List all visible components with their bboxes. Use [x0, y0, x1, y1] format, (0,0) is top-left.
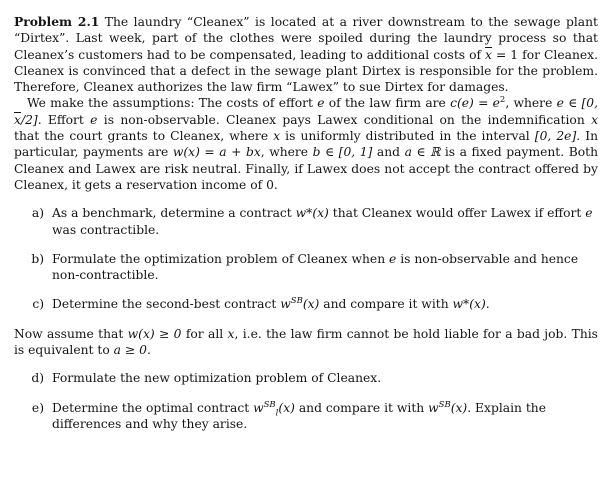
assumptions-paragraph: We make the assumptions: The costs of effort e of the law firm are $c(e) = e^2$, where e ∈ [0, $\overline{x}/2$]. Effort e is non-observable. Cleanex pays Lawex conditional on the indemnification x that the court grants to Cleanex, where x is uniformly distributed in the interval [0, 2e]. In particular, payments are w(x) = a + bx, where b ∈ [0, 1] and a ∈ ℝ is a fixed payment. Both Cleanex and Lawex are risk neutral. Finally, if Lawex does not accept the contract offered by Cleanex, it gets a reservation income of 0. — [14, 95, 598, 192]
question-d: d) Formulate the new optimization problem of Cleanex. — [31, 371, 382, 386]
problem-heading: Problem 2.1 — [14, 14, 100, 29]
question-list-1 — [14, 205, 598, 312]
problem-intro: Problem 2.1 The laundry “Cleanex” is located at a river downstream to the sewage plant “Dirtex”. Last week, part of the clothes were spoiled during the laundry process so that Cleanex’s customers had to be compensated, leading to additional costs of $\overline{x} = 1$ for Cleanex. Cleanex is convinced that a defect in the sewage plant Dirtex is responsible for the problem. Therefore, Cleanex authorizes the law firm “Lawex” to sue Dirtex for damages. — [14, 14, 598, 95]
question-c: c) Determine the second-best contract $w^{SB}(x)$ and compare it with w*(x). — [32, 296, 490, 312]
liability-paragraph: Now assume that w(x) ≥ 0 for all x, i.e. the law firm cannot be hold liable for a bad job. This is equivalent to a ≥ 0. — [14, 326, 598, 358]
question-e: e) Determine the optimal contract $w^{SB}_l(x)$ and compare it with $w^{SB}(x)$. Explain the differences and why they arise. — [31, 399, 546, 431]
xbar: $\overline{x}$ — [485, 47, 492, 62]
question-list-2 — [14, 370, 598, 432]
question-b: b) Formulate the optimization problem of Cleanex when e is non-observable and hence non-contractible. — [31, 251, 579, 283]
question-a: a) As a benchmark, determine a contract w*(x) that Cleanex would offer Lawex if effort e was contractible. — [31, 206, 593, 237]
